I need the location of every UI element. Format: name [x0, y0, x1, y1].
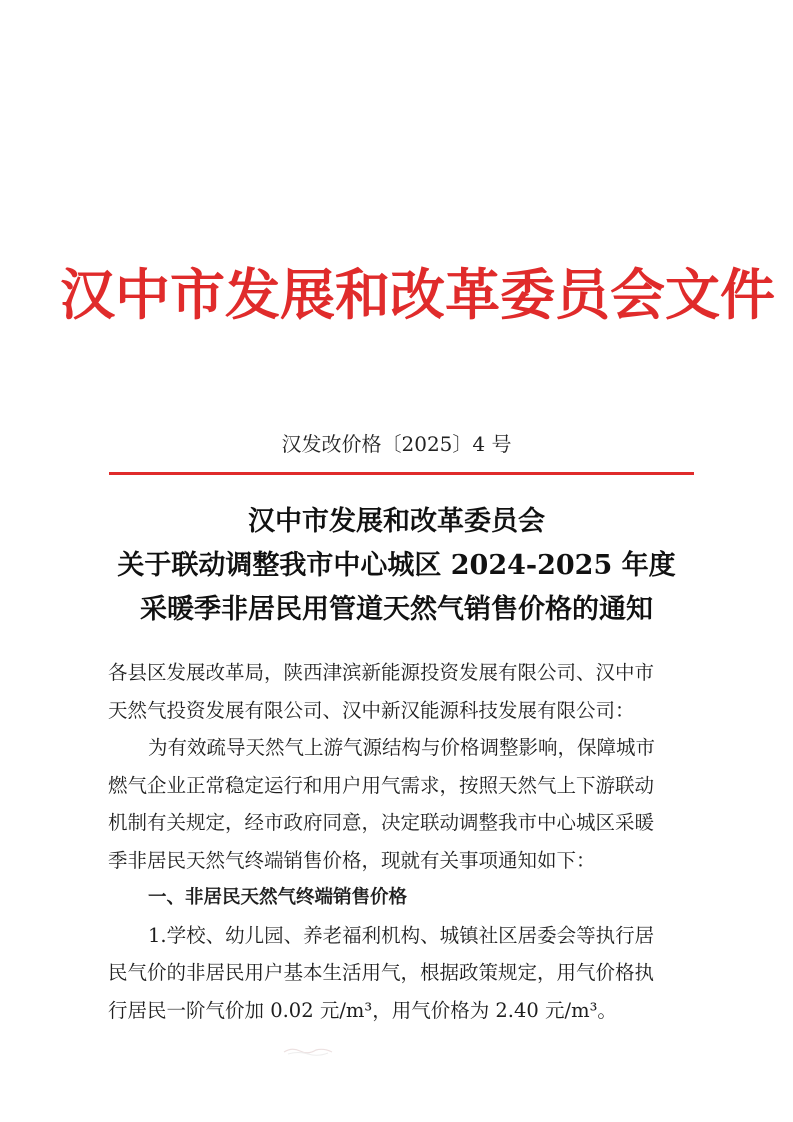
title-line-2: 关于联动调整我市中心城区 2024-2025 年度 [117, 550, 676, 581]
paragraph-1-line-2: 燃气企业正常稳定运行和用户用气需求，按照天然气上下游联动 [108, 773, 655, 797]
paragraph-1-line-3: 机制有关规定，经市政府同意，决定联动调整我市中心城区采暖 [108, 811, 655, 834]
red-divider-rule [109, 472, 694, 475]
title-line-1: 汉中市发展和改革委员会 [248, 506, 545, 537]
title-line-3: 采暖季非居民用管道天然气销售价格的通知 [140, 594, 653, 625]
item-1-line-3: 行居民一阶气价加 0.02 元/m³，用气价格为 2.40 元/m³。 [108, 998, 617, 1022]
recipients-line-1: 各县区发展改革局，陕西津滨新能源投资发展有限公司、汉中市 [108, 661, 655, 684]
issuer-banner: 汉中市发展和改革委员会文件 [60, 262, 776, 327]
item-1-line-2: 民气价的非居民用户基本生活用气，根据政策规定，用气价格执 [108, 961, 655, 984]
paragraph-1-line-1: 为有效疏导天然气上游气源结构与价格调整影响，保障城市 [148, 736, 656, 759]
document-body [108, 654, 698, 1029]
document-number: 汉发改价格〔2025〕4 号 [281, 432, 512, 456]
item-1-line-1: 1.学校、幼儿园、养老福利机构、城镇社区居委会等执行居 [148, 923, 655, 947]
section-1-heading: 一、非居民天然气终端销售价格 [148, 887, 408, 908]
recipients-line-2: 天然气投资发展有限公司、汉中新汉能源科技发展有限公司： [108, 698, 635, 722]
document-title [60, 500, 733, 632]
paragraph-1-line-4: 季非居民天然气终端销售价格，现就有关事项通知如下： [108, 848, 596, 872]
scan-smudge-mark [282, 1043, 342, 1057]
